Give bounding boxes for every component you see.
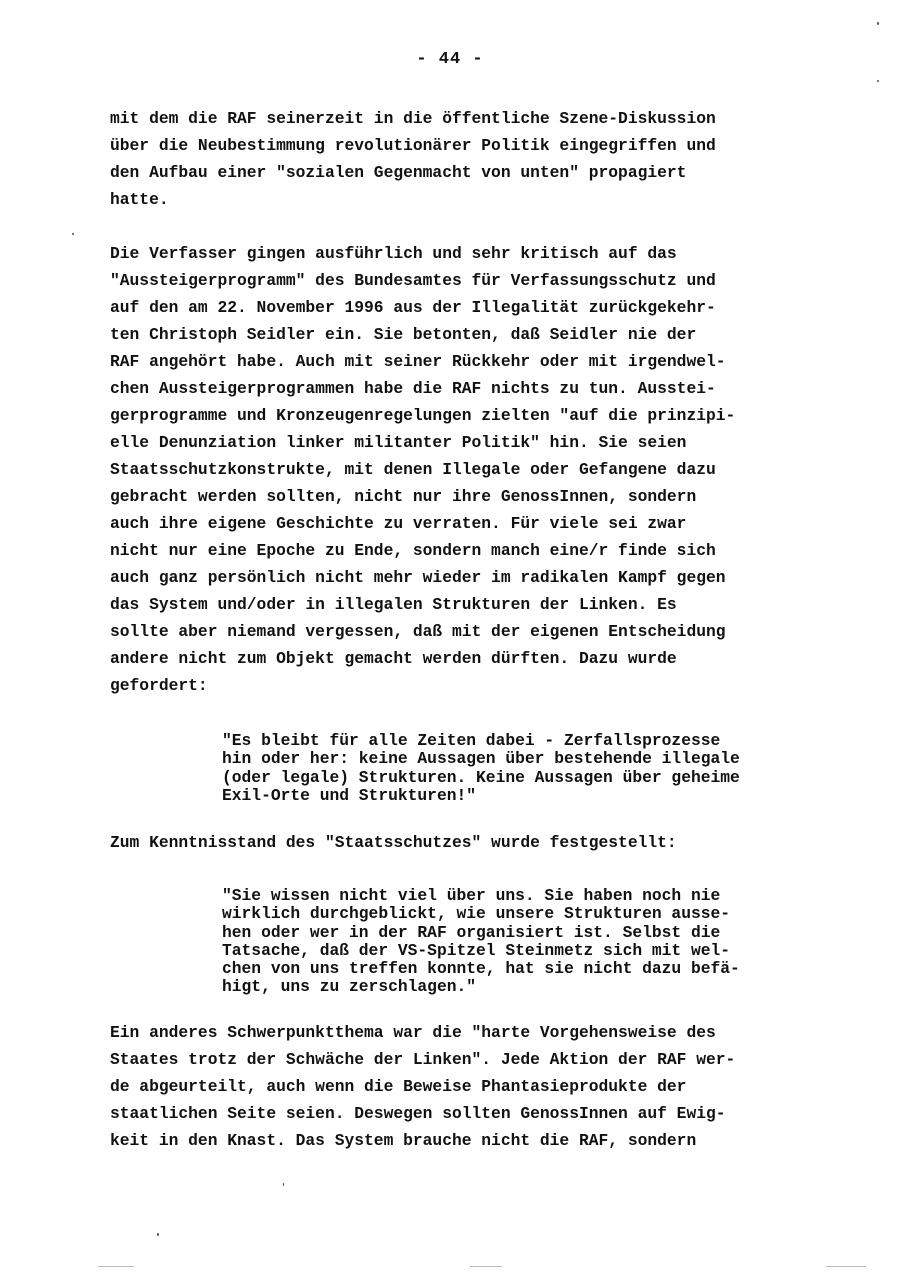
text-line: sollte aber niemand vergessen, daß mit der eigenen Entscheidung <box>110 622 726 641</box>
quote-line: (oder legale) Strukturen. Keine Aussagen über geheime <box>222 767 740 787</box>
text-line: elle Denunziation linker militanter Politik" hin. Sie seien <box>110 433 687 452</box>
text-line: nicht nur eine Epoche zu Ende, sondern manch eine/r finde sich <box>110 541 716 560</box>
paragraph-continuation <box>110 105 830 213</box>
text-line: chen Aussteigerprogrammen habe die RAF nichts zu tun. Ausstei- <box>110 379 716 398</box>
paragraph-kenntnisstand <box>110 829 830 856</box>
text-line: auf den am 22. November 1996 aus der Illegalität zurückgekehr- <box>110 298 716 317</box>
text-line: de abgeurteilt, auch wenn die Beweise Phantasieprodukte der <box>110 1077 687 1096</box>
text-line: gerprogramme und Kronzeugenregelungen zielten "auf die prinzipi- <box>110 406 736 425</box>
text-line: Die Verfasser gingen ausführlich und sehr kritisch auf das <box>110 244 677 263</box>
scan-speck <box>470 1266 502 1267</box>
text-line: keit in den Knast. Das System brauche nicht die RAF, sondern <box>110 1131 697 1150</box>
quote-line: hen oder wer in der RAF organisiert ist. Selbst die <box>222 922 721 942</box>
text-line: über die Neubestimmung revolutionärer Politik eingegriffen und <box>110 136 716 155</box>
text-line: Staatsschutzkonstrukte, mit denen Illegale oder Gefangene dazu <box>110 460 716 479</box>
text-line: RAF angehört habe. Auch mit seiner Rückkehr oder mit irgendwel- <box>110 352 726 371</box>
quote-line: "Es bleibt für alle Zeiten dabei - Zerfallsprozesse <box>222 731 721 750</box>
text-line: gebracht werden sollten, nicht nur ihre GenossInnen, sondern <box>110 487 697 506</box>
paragraph-aussteiger <box>110 240 830 699</box>
text-line: andere nicht zum Objekt gemacht werden dürften. Dazu wurde <box>110 649 677 668</box>
text-line: "Aussteigerprogramm" des Bundesamtes für Verfassungsschutz und <box>110 271 716 290</box>
scan-speck <box>72 233 74 235</box>
scan-speck <box>98 1266 134 1267</box>
scan-speck <box>157 1233 159 1236</box>
scan-speck <box>877 22 879 25</box>
text-line: hatte. <box>110 190 169 209</box>
scan-speck <box>283 1183 284 1186</box>
text-line: Zum Kenntnisstand des "Staatsschutzes" wurde festgestellt: <box>110 833 677 852</box>
quote-line: chen von uns treffen konnte, hat sie nicht dazu befä- <box>222 959 740 979</box>
scan-speck <box>826 1266 866 1267</box>
text-line: ten Christoph Seidler ein. Sie betonten, daß Seidler nie der <box>110 325 697 344</box>
text-line: Ein anderes Schwerpunktthema war die "harte Vorgehensweise des <box>110 1023 716 1042</box>
quote-line: Tatsache, daß der VS-Spitzel Steinmetz sich mit wel- <box>222 940 731 960</box>
text-line: das System und/oder in illegalen Strukturen der Linken. Es <box>110 595 677 614</box>
quote-line: wirklich durchgeblickt, wie unsere Strukturen ausse- <box>222 904 731 924</box>
text-line: Staates trotz der Schwäche der Linken". Jede Aktion der RAF wer- <box>110 1050 736 1069</box>
text-line: staatlichen Seite seien. Deswegen sollten GenossInnen auf Ewig- <box>110 1104 726 1123</box>
text-line: gefordert: <box>110 676 208 695</box>
block-quote <box>222 732 822 805</box>
quote-line: higt, uns zu zerschlagen." <box>222 977 477 997</box>
paragraph-schwerpunkt <box>110 1019 830 1154</box>
quote-line: hin oder her: keine Aussagen über bestehende illegale <box>222 749 740 769</box>
text-line: auch ihre eigene Geschichte zu verraten. Für viele sei zwar <box>110 514 687 533</box>
block-quote <box>222 887 822 997</box>
text-line: mit dem die RAF seinerzeit in die öffentliche Szene-Diskussion <box>110 109 716 128</box>
text-line: auch ganz persönlich nicht mehr wieder im radikalen Kampf gegen <box>110 568 726 587</box>
scan-speck <box>877 80 879 82</box>
page-number: - 44 - <box>416 50 484 69</box>
text-line: den Aufbau einer "sozialen Gegenmacht von unten" propagiert <box>110 163 687 182</box>
quote-line: "Sie wissen nicht viel über uns. Sie haben noch nie <box>222 886 721 905</box>
quote-line: Exil-Orte und Strukturen!" <box>222 785 477 805</box>
